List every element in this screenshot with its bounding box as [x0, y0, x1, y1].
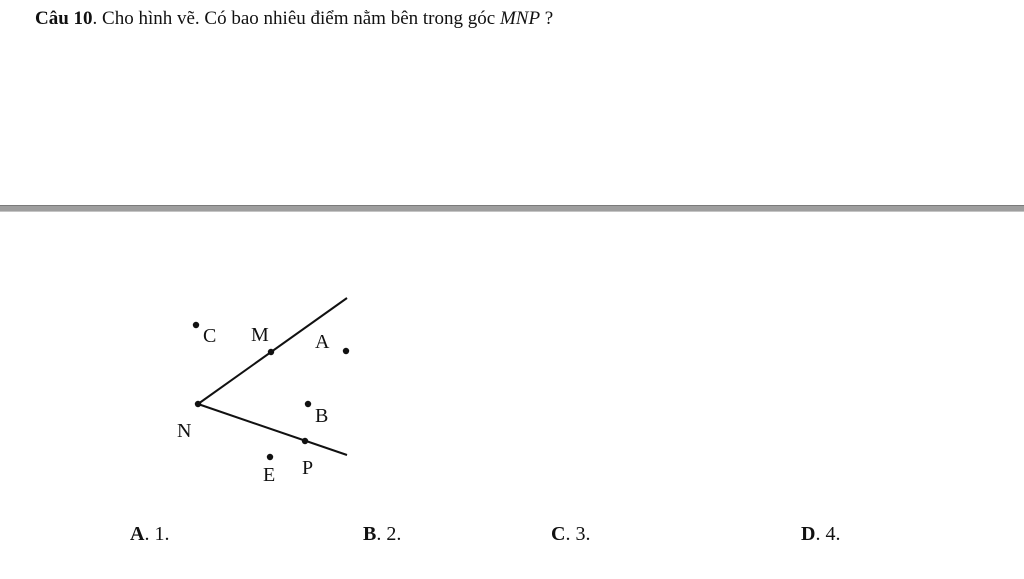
answer-b-letter: B [363, 523, 377, 545]
answer-a-letter: A [130, 523, 145, 545]
label-m: M [251, 324, 269, 346]
label-p: P [302, 457, 314, 479]
answer-d-value: . 4. [815, 523, 841, 545]
point-b [305, 401, 311, 407]
question-end: ? [540, 8, 554, 29]
question-number: Câu 10 [35, 8, 93, 29]
point-n [195, 401, 201, 407]
point-e [267, 454, 273, 460]
point-a [343, 348, 349, 354]
answer-a-value: . 1. [144, 523, 170, 545]
answer-d-letter: D [801, 523, 816, 545]
label-b: B [315, 405, 329, 427]
answer-c[interactable] [551, 521, 590, 547]
point-c [193, 322, 199, 328]
point-m [268, 349, 274, 355]
answer-b[interactable] [363, 521, 401, 547]
answer-c-value: . 3. [565, 523, 591, 545]
question-body: . Cho hình vẽ. Có bao nhiêu điểm nằm bên trong góc [92, 8, 500, 29]
answer-d[interactable] [801, 521, 840, 547]
answer-c-letter: C [551, 523, 566, 545]
label-c: C [203, 325, 217, 347]
label-n: N [177, 420, 192, 442]
angle-name: MNP [499, 8, 541, 29]
answer-a[interactable] [130, 521, 169, 547]
point-p [302, 438, 308, 444]
label-e: E [263, 464, 276, 486]
label-a: A [315, 331, 330, 353]
answer-b-value: . 2. [376, 523, 402, 545]
